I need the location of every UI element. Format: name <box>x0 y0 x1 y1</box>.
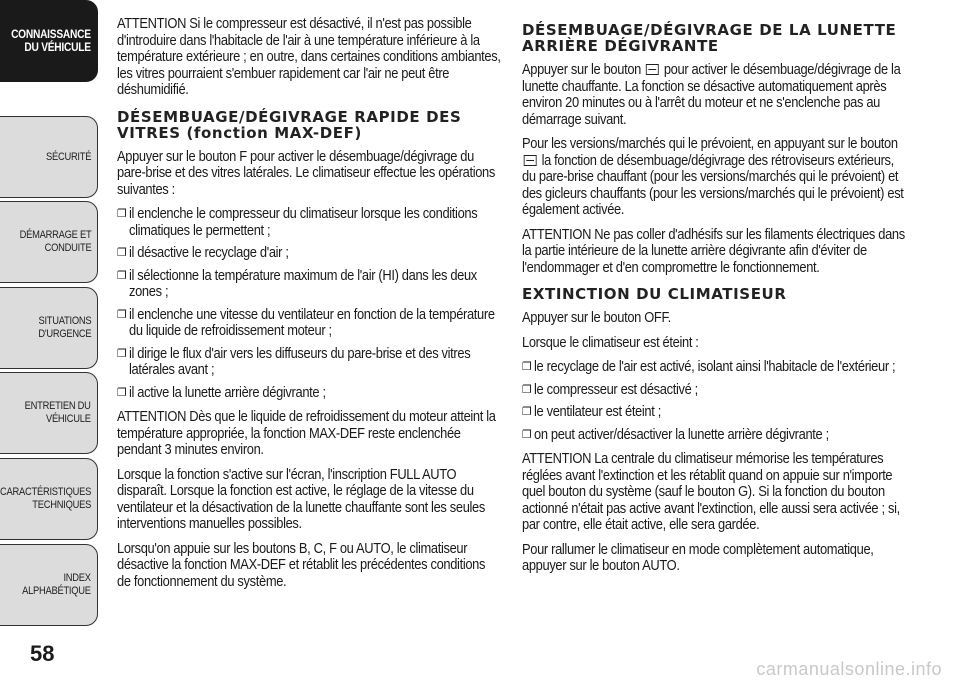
tab-securite[interactable] <box>0 116 98 198</box>
tab-index-alphabetique[interactable] <box>0 544 98 626</box>
rear-defrost-icon <box>524 155 537 166</box>
max-def-intro: Appuyer sur le bouton F pour activer le désembuage/dégivrage du pare-brise et des vitres latérales. Le climatiseur effectue les opérations suivantes : <box>117 147 495 198</box>
attention-memory-note: ATTENTION La centrale du climatiseur mémorise les températures réglées avant l'extinction et les rétablit quand on appuie sur n'importe quel bouton du système (sauf le bouton G). Si la fonction du bouton actionné n'était pas active avant l'extinction, elle aussi sera activée ; si, par contre, elle était active, elle sera gardée. <box>522 450 900 533</box>
tab-entretien-vehicule[interactable] <box>0 372 98 454</box>
section-heading-rear-window: DÉSEMBUAGE/DÉGIVRAGE DE LA LUNETTE ARRIÈRE DÉGIVRANTE <box>522 21 897 55</box>
left-column <box>117 16 502 598</box>
list-item: ❐ il dirige le flux d'air vers les diffuseurs du pare-brise et des vitres latérales avant ; <box>117 346 502 379</box>
tab-label: CARACTÉRISTIQUES TECHNIQUES <box>0 486 91 511</box>
list-item: ❐ il enclenche le compresseur du climatiseur lorsque les conditions climatiques le permettent ; <box>117 206 502 239</box>
tab-demarrage-conduite[interactable] <box>0 201 98 283</box>
climate-off-intro: Lorsque le climatiseur est éteint : <box>522 333 699 351</box>
right-column <box>522 16 907 583</box>
list-item: ❐ le compresseur est désactivé ; <box>522 382 907 399</box>
list-item: ❐ il désactive le recyclage d'air ; <box>117 245 502 262</box>
chapter-tabs <box>0 0 100 640</box>
attention-coolant-note: ATTENTION Dès que le liquide de refroidissement du moteur atteint la température appropriée, la fonction MAX-DEF reste enclenchée pendant 3 minutes environ. <box>117 408 496 458</box>
tab-caracteristiques-techniques[interactable] <box>0 458 98 540</box>
mirror-defrost-paragraph: Pour les versions/marchés qui le prévoient, en appuyant sur le bouton la fonction de désembuage/dégivrage des rétroviseurs extérieurs, du pare-brise chauffant (pour les versions/marchés qui le prévoient) et des gicleurs chauffants (pour les versions/marchés qui le prévoient) est également activée. <box>522 135 904 218</box>
attention-filament-note: ATTENTION Ne pas coller d'adhésifs sur les filaments électriques dans la partie intérieure de la lunette arrière dégivrante afin d'éviter de l'endommager et d'en compromettre le fonctionnement. <box>522 225 905 276</box>
full-auto-paragraph: Lorsque la fonction s'active sur l'écran, l'inscription FULL AUTO disparaît. Lorsque la fonction est active, le réglage de la vitesse du ventilateur et la désactivation de la lunette chauffante sont les seules interventions manuelles possibles. <box>117 465 485 532</box>
list-item: ❐ il enclenche une vitesse du ventilateur en fonction de la température du liquide de refroidissement moteur ; <box>117 307 502 340</box>
max-def-operations-list <box>117 206 502 401</box>
list-item: ❐ le recyclage de l'air est activé, isolant ainsi l'habitacle de l'extérieur ; <box>522 359 907 376</box>
rear-window-paragraph: Appuyer sur le bouton pour activer le désembuage/dégivrage de la lunette chauffante. La fonction se désactive automatiquement après environ 20 minutes ou à l'arrêt du moteur et ne s'enclenche pas au démarrage suivant. <box>522 61 901 128</box>
tab-label: ENTRETIEN DU VÉHICULE <box>24 400 91 425</box>
list-item: ❐ il sélectionne la température maximum de l'air (HI) dans les deux zones ; <box>117 268 502 301</box>
list-item: ❐ il active la lunette arrière dégivrante ; <box>117 385 502 402</box>
tab-label: INDEX ALPHABÉTIQUE <box>22 572 91 597</box>
tab-label: SITUATIONS D'URGENCE <box>37 315 91 340</box>
page-number: 58 <box>30 641 55 666</box>
tab-connaissance-vehicule[interactable] <box>0 0 98 82</box>
tab-situations-urgence[interactable] <box>0 287 98 369</box>
climate-off-list <box>522 359 907 443</box>
list-item: ❐ on peut activer/désactiver la lunette arrière dégivrante ; <box>522 427 907 444</box>
press-off-paragraph: Appuyer sur le bouton OFF. <box>522 309 671 326</box>
watermark: carmanualsonline.info <box>756 659 942 679</box>
max-def-deactivation-paragraph: Lorsqu'on appuie sur les boutons B, C, F ou AUTO, le climatiseur désactive la fonction MAX-DEF et rétablit les précédentes conditions de fonctionnement du système. <box>117 539 486 590</box>
auto-restart-paragraph: Pour rallumer le climatiseur en mode complètement automatique, appuyer sur le bouton AUTO. <box>522 540 874 574</box>
list-item: ❐ le ventilateur est éteint ; <box>522 404 907 421</box>
tab-label: SÉCURITÉ <box>45 150 91 163</box>
section-heading-climate-off: EXTINCTION DU CLIMATISEUR <box>522 285 787 303</box>
tab-label: CONNAISSANCE DU VÉHICULE <box>11 27 91 54</box>
rear-defrost-icon <box>646 64 659 75</box>
attention-compressor-note: ATTENTION Si le compresseur est désactivé, il n'est pas possible d'introduire dans l'habitacle de l'air à une température inférieure à la température extérieure ; en outre, dans certaines conditions ambiantes, les vitres pourraient s'embuer rapidement car l'air ne peut être déshumidifié. <box>117 15 501 98</box>
section-heading-max-def: DÉSEMBUAGE/DÉGIVRAGE RAPIDE DES VITRES (fonction MAX-DEF) <box>117 107 462 142</box>
tab-label: DÉMARRAGE ET CONDUITE <box>19 229 91 254</box>
